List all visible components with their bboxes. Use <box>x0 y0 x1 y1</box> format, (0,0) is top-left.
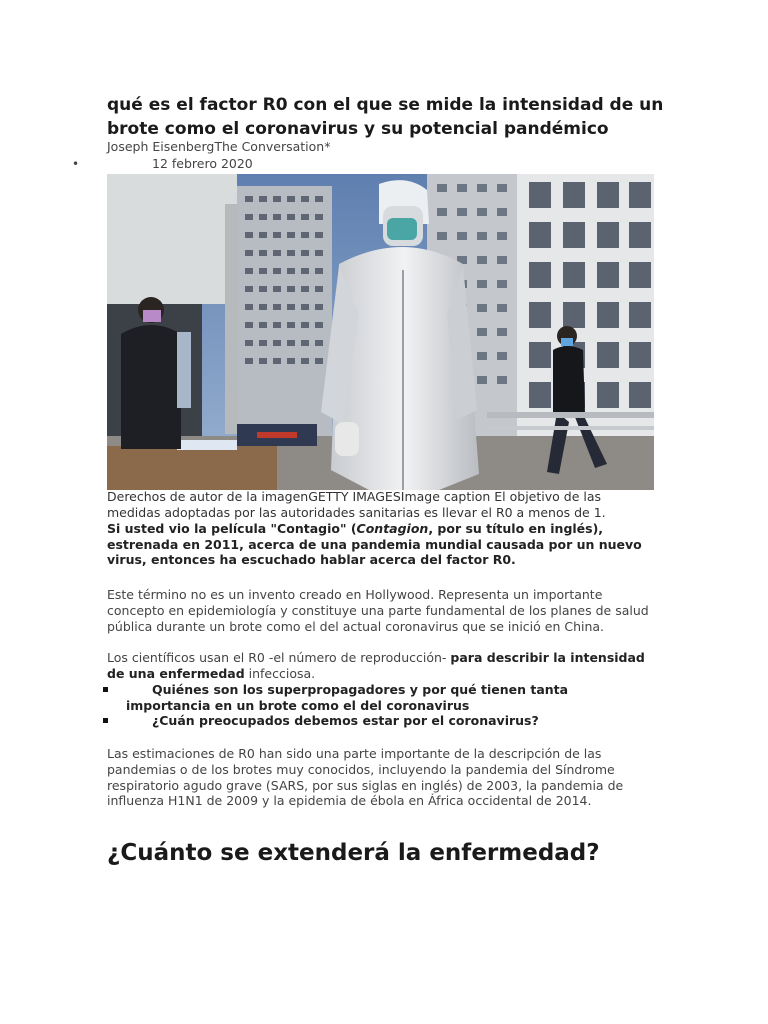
related-link-line-1[interactable]: Quiénes son los superpropagadores y por qué tienen tanta <box>152 682 569 697</box>
related-link[interactable] <box>100 682 660 713</box>
byline <box>107 139 330 155</box>
body-paragraph-2 <box>107 650 655 682</box>
related-link-line-2[interactable]: importancia en un brote como el del coronavirus <box>126 697 470 713</box>
lead-italic-title: Contagion <box>356 521 429 536</box>
para2-text-start: Los científicos usan el R0 -el número de reproducción- <box>107 650 451 665</box>
lead-text-start: Si usted vio la película "Contagio" ( <box>107 521 357 536</box>
author-name: Joseph Eisenberg <box>107 139 215 154</box>
section-heading: ¿Cuánto se extenderá la enfermedad? <box>107 840 600 866</box>
photo-illustration <box>107 174 654 490</box>
para2-text-end: infecciosa. <box>244 665 316 681</box>
article-photo <box>107 174 654 490</box>
related-link[interactable] <box>100 713 660 729</box>
publish-date: 12 febrero 2020 <box>152 156 253 171</box>
related-link-line-1[interactable]: ¿Cuán preocupados debemos estar por el coronavirus? <box>152 713 539 728</box>
related-links-list <box>100 682 660 729</box>
square-bullet-icon <box>103 687 108 692</box>
body-paragraph-1: Este término no es un invento creado en Hollywood. Representa un importante concepto en epidemiología y constituye una parte fundamental de los planes de salud pública durante un brote como el del actual coronavirus que se inició en China. <box>107 587 649 634</box>
bullet-icon: • <box>72 157 80 171</box>
article-title: qué es el factor R0 con el que se mide la intensidad de un brote como el coronavirus y su potencial pandémico <box>107 95 664 139</box>
lead-text-end: , por su título en inglés), estrenada en 2011, acerca de una pandemia mundial causada por un nuevo virus, entonces ha escuchado hablar acerca del factor R0. <box>107 521 642 567</box>
lead-paragraph <box>107 521 655 568</box>
outlet-name: The Conversation* <box>214 139 331 154</box>
square-bullet-icon <box>103 718 108 723</box>
body-paragraph-3: Las estimaciones de R0 han sido una parte importante de la descripción de las pandemias o de los brotes muy conocidos, incluyendo la pandemia del Síndrome respiratorio agudo grave (SARS, por sus siglas en inglés) de 2003, la pandemia de influenza H1N1 de 2009 y la epidemia de ébola en África occidental de 2014. <box>107 746 624 809</box>
image-caption: Derechos de autor de la imagenGETTY IMAGESImage caption El objetivo de las medidas adoptadas por las autoridades sanitarias es llevar el R0 a menos de 1. <box>107 489 606 520</box>
para2-bold-phrase: para describir la intensidad de una enfermedad <box>107 650 645 681</box>
